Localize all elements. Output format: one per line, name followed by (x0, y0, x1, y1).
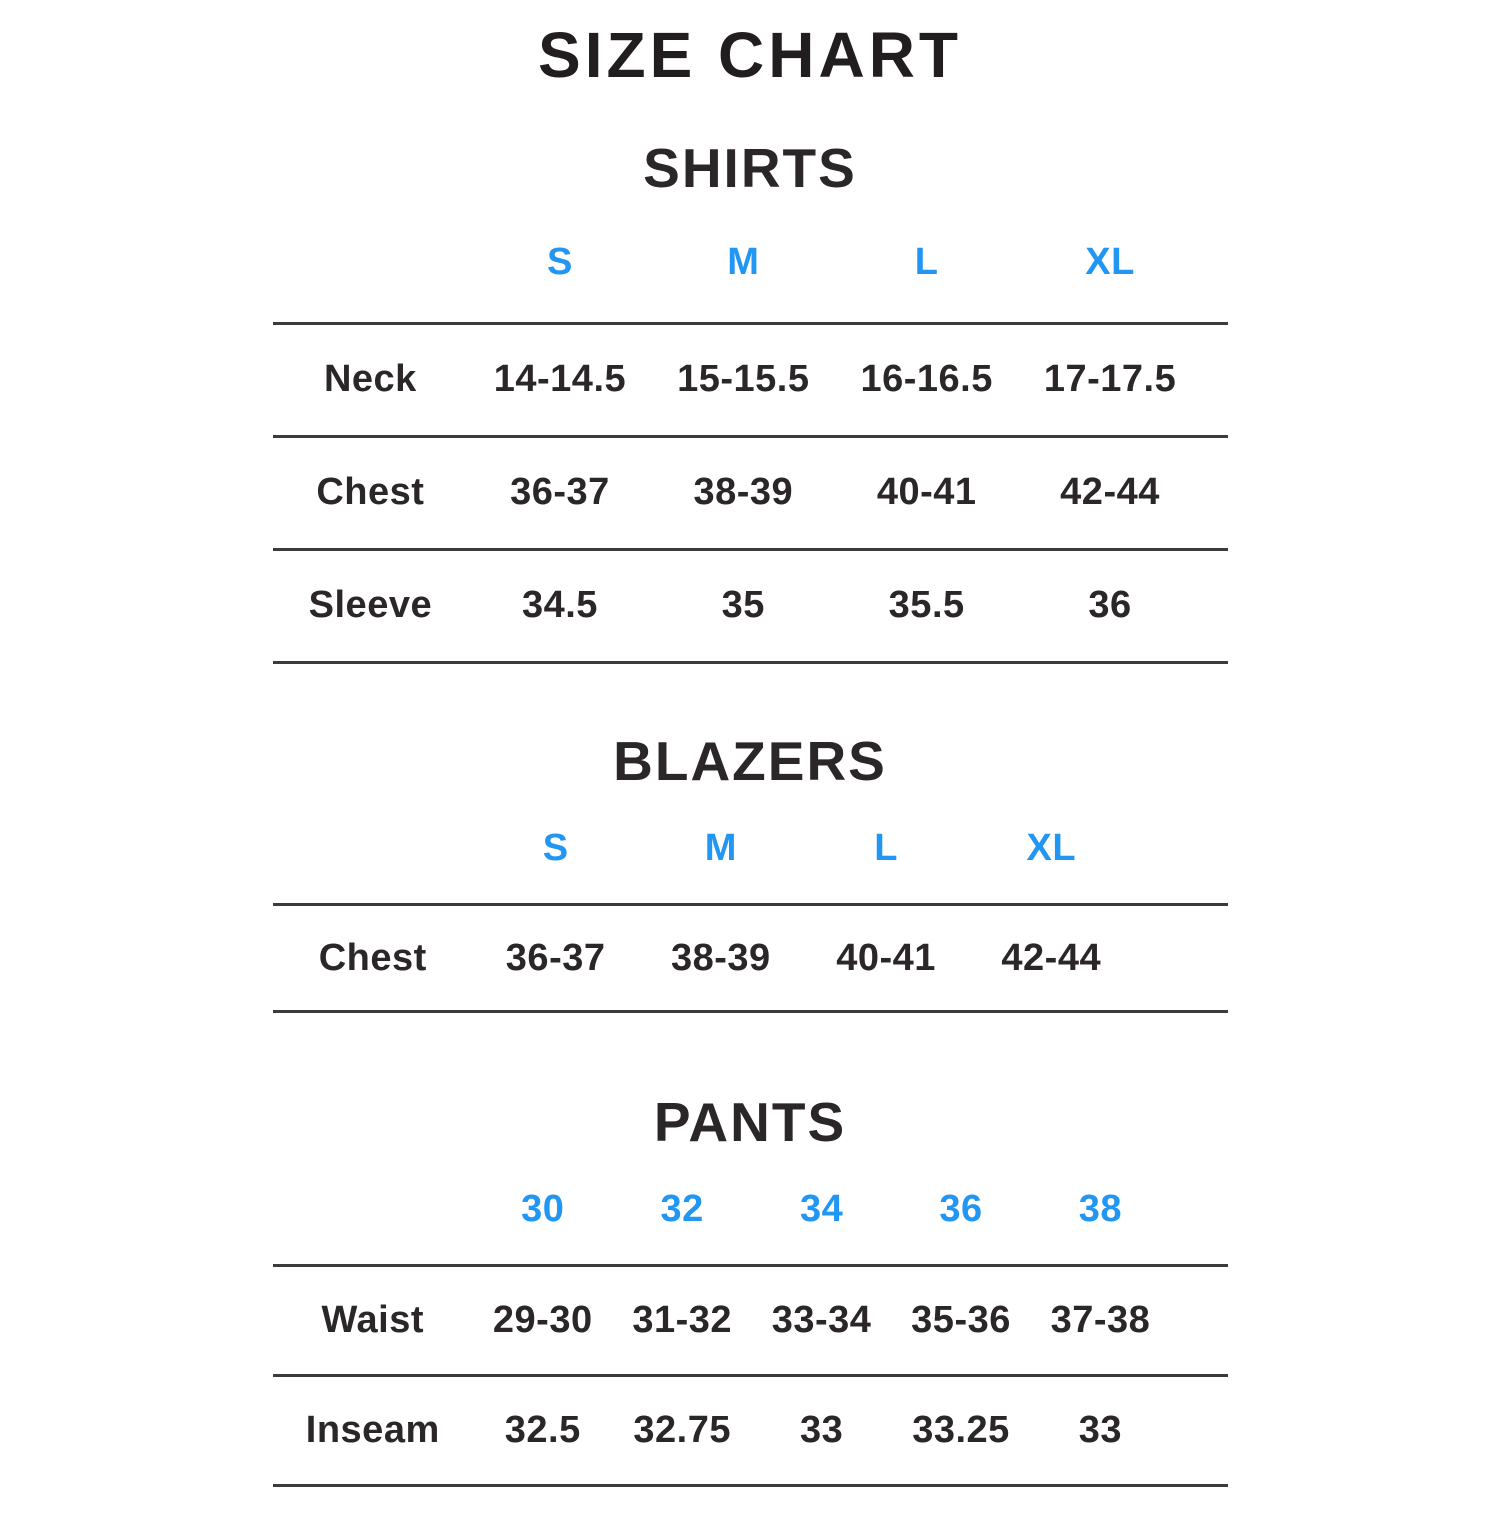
filler-cell (1170, 1375, 1227, 1485)
filler-cell (1202, 549, 1228, 662)
table-cell: 33 (1078, 1408, 1123, 1451)
table-row-chest (273, 436, 1228, 549)
filler-cell (1202, 436, 1228, 549)
table-row-waist (273, 1265, 1228, 1375)
row-label: Neck (323, 358, 417, 400)
table-cell: 38-39 (671, 936, 771, 979)
column-header: 36 (939, 1187, 983, 1230)
table-cell: 33-34 (771, 1298, 872, 1341)
size-chart-page (273, 18, 1228, 1487)
page-title: SIZE CHART (538, 19, 962, 91)
table-cell: 38-39 (693, 471, 794, 513)
row-label: Chest (316, 471, 425, 513)
column-header: 32 (660, 1187, 704, 1230)
corner-cell (273, 203, 469, 323)
filler-cell (1170, 1155, 1227, 1265)
blazers-header-row (273, 795, 1228, 905)
table-cell: 37-38 (1050, 1298, 1151, 1341)
column-header: M (704, 827, 737, 870)
row-label: Sleeve (308, 584, 433, 626)
column-header: XL (1026, 827, 1077, 870)
column-header: XL (1085, 240, 1135, 283)
corner-cell (273, 1155, 474, 1265)
column-header: L (914, 240, 939, 283)
table-cell: 40-41 (876, 471, 977, 513)
table-cell: 34.5 (521, 584, 598, 626)
table-cell: 33 (799, 1408, 844, 1451)
section-heading-blazers: BLAZERS (613, 729, 887, 792)
filler-cell (1134, 905, 1228, 1012)
table-cell: 42-44 (1060, 471, 1160, 513)
table-cell: 32.75 (633, 1408, 731, 1451)
table-row-inseam (273, 1375, 1228, 1485)
column-header: 30 (521, 1187, 565, 1230)
table-cell: 29-30 (492, 1298, 593, 1341)
table-cell: 35 (721, 584, 765, 626)
filler-cell (1134, 795, 1228, 905)
column-header: M (727, 240, 760, 283)
table-cell: 15-15.5 (677, 358, 810, 400)
table-cell: 42-44 (1001, 936, 1102, 979)
table-cell: 16-16.5 (860, 358, 993, 400)
row-label: Waist (321, 1298, 424, 1341)
table-cell: 36-37 (510, 471, 610, 513)
shirts-table (273, 203, 1228, 664)
table-cell: 35-36 (911, 1298, 1011, 1341)
corner-cell (273, 795, 474, 905)
table-cell: 40-41 (836, 936, 936, 979)
row-label: Inseam (305, 1408, 440, 1451)
table-cell: 36 (1088, 584, 1132, 626)
blazers-table (273, 795, 1228, 1014)
column-header: 34 (799, 1187, 844, 1230)
section-heading-shirts: SHIRTS (643, 137, 857, 199)
table-row-chest (273, 905, 1228, 1012)
table-cell: 32.5 (504, 1408, 581, 1451)
table-cell: 35.5 (888, 584, 965, 626)
table-cell: 33.25 (912, 1408, 1010, 1451)
pants-header-row (273, 1155, 1228, 1265)
column-header: S (547, 240, 573, 283)
table-cell: 31-32 (632, 1298, 733, 1341)
column-header: L (874, 827, 898, 870)
filler-cell (1202, 323, 1228, 436)
shirts-header-row (273, 203, 1228, 323)
row-label: Chest (318, 936, 427, 979)
table-cell: 14-14.5 (493, 358, 627, 400)
filler-cell (1170, 1265, 1227, 1375)
table-cell: 17-17.5 (1043, 358, 1177, 400)
column-header: S (542, 827, 569, 870)
table-cell: 36-37 (505, 936, 606, 979)
pants-table (273, 1155, 1228, 1487)
section-heading-pants: PANTS (653, 1091, 847, 1153)
column-header: 38 (1078, 1187, 1123, 1230)
filler-cell (1202, 203, 1228, 323)
table-row-sleeve (273, 549, 1228, 662)
table-row-neck (273, 323, 1228, 436)
